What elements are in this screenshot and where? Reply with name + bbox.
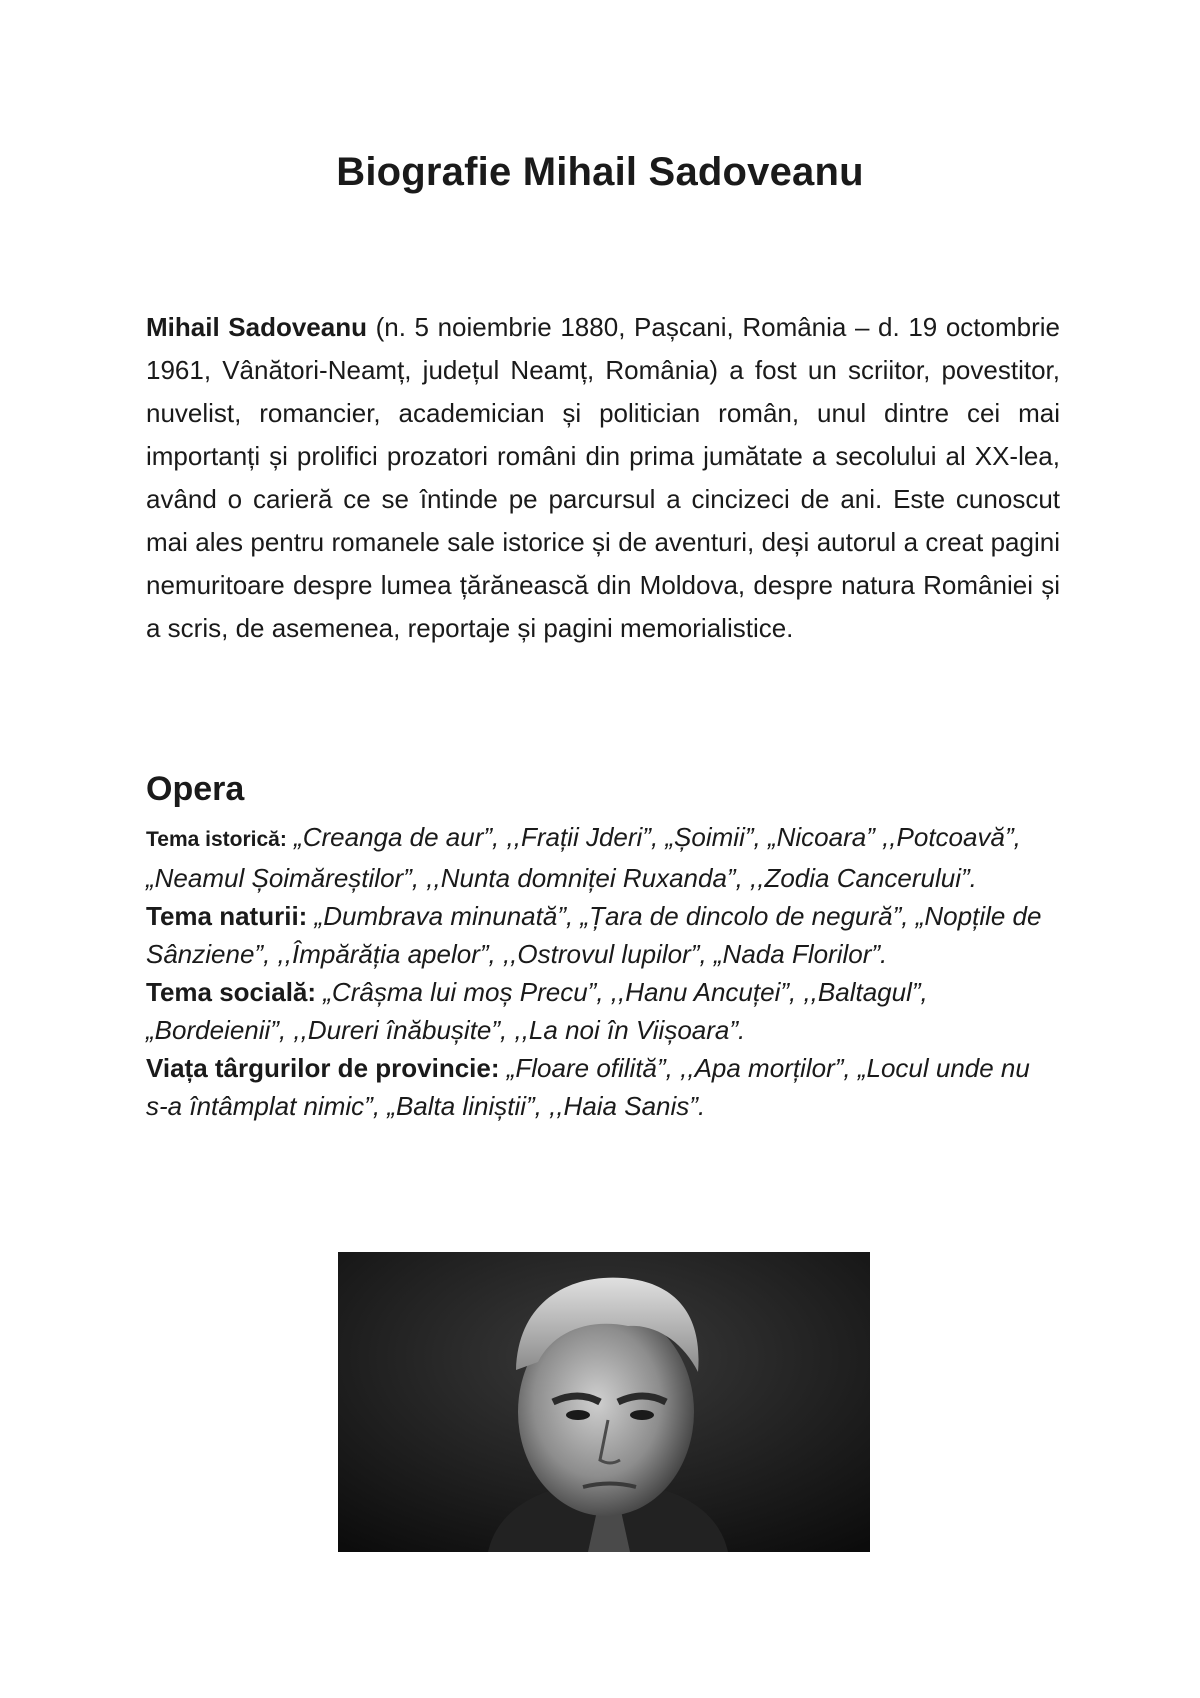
theme-titles: „Creanga de aur”, ,,Frații Jderi”, „Șoimii”, „Nicoara” ,,Potcoavă”, „Neamul Șoimăreștilor”, ,,Nunta domniței Ruxanda”, ,,Zodia Cancerului”.: [146, 822, 1021, 893]
theme-historical: [146, 818, 1056, 897]
theme-label: Tema socială:: [146, 977, 317, 1007]
theme-label: Tema naturii:: [146, 901, 308, 931]
theme-social: [146, 973, 1056, 1049]
theme-titles: „Dumbrava minunată”, „Țara de dincolo de negură”, „Nopțile de Sânziene”, ,,Împărăția apelor”, ,,Ostrovul lupilor”, „Nada Florilor”.: [146, 901, 1042, 969]
theme-titles: „Crâșma lui moș Precu”, ,,Hanu Ancuței”, ,,Baltagul”, „Bordeienii”, ,,Dureri înăbușite”, ,,La noi în Viișoara”.: [146, 977, 928, 1045]
theme-provincial: [146, 1049, 1056, 1125]
theme-label: Viața târgurilor de provincie:: [146, 1053, 500, 1083]
theme-titles: „Floare ofilită”, ,,Apa morților”, „Locul unde nu s-a întâmplat nimic”, „Balta liniștii”, ,,Haia Sanis”.: [146, 1053, 1030, 1121]
works-list: [146, 818, 1056, 1125]
portrait-illustration: [338, 1252, 870, 1552]
theme-label: Tema istorică:: [146, 828, 287, 851]
biography-text: (n. 5 noiembrie 1880, Pașcani, România – d. 19 octombrie 1961, Vânători-Neamț, județul Neamț, România) a fost un scriitor, povestitor, nuvelist, romancier, academician și politician român, unul dintre cei mai importanți și prolifici prozatori români din prima jumătate a secolului al XX-lea, având o carieră ce se întinde pe parcursul a cincizeci de ani. Este cunoscut mai ales pentru romanele sale istorice și de aventuri, deși autorul a creat pagini nemuritoare despre lumea țărănească din Moldova, despre natura României și a scris, de asemenea, reportaje și pagini memorialistice.: [146, 312, 1060, 643]
theme-nature: [146, 897, 1056, 973]
section-heading-opera: Opera: [146, 770, 245, 808]
page-title: Biografie Mihail Sadoveanu: [336, 150, 864, 194]
biography-paragraph: [146, 306, 1060, 650]
portrait-photo: [338, 1252, 870, 1552]
author-name: Mihail Sadoveanu: [146, 312, 367, 342]
